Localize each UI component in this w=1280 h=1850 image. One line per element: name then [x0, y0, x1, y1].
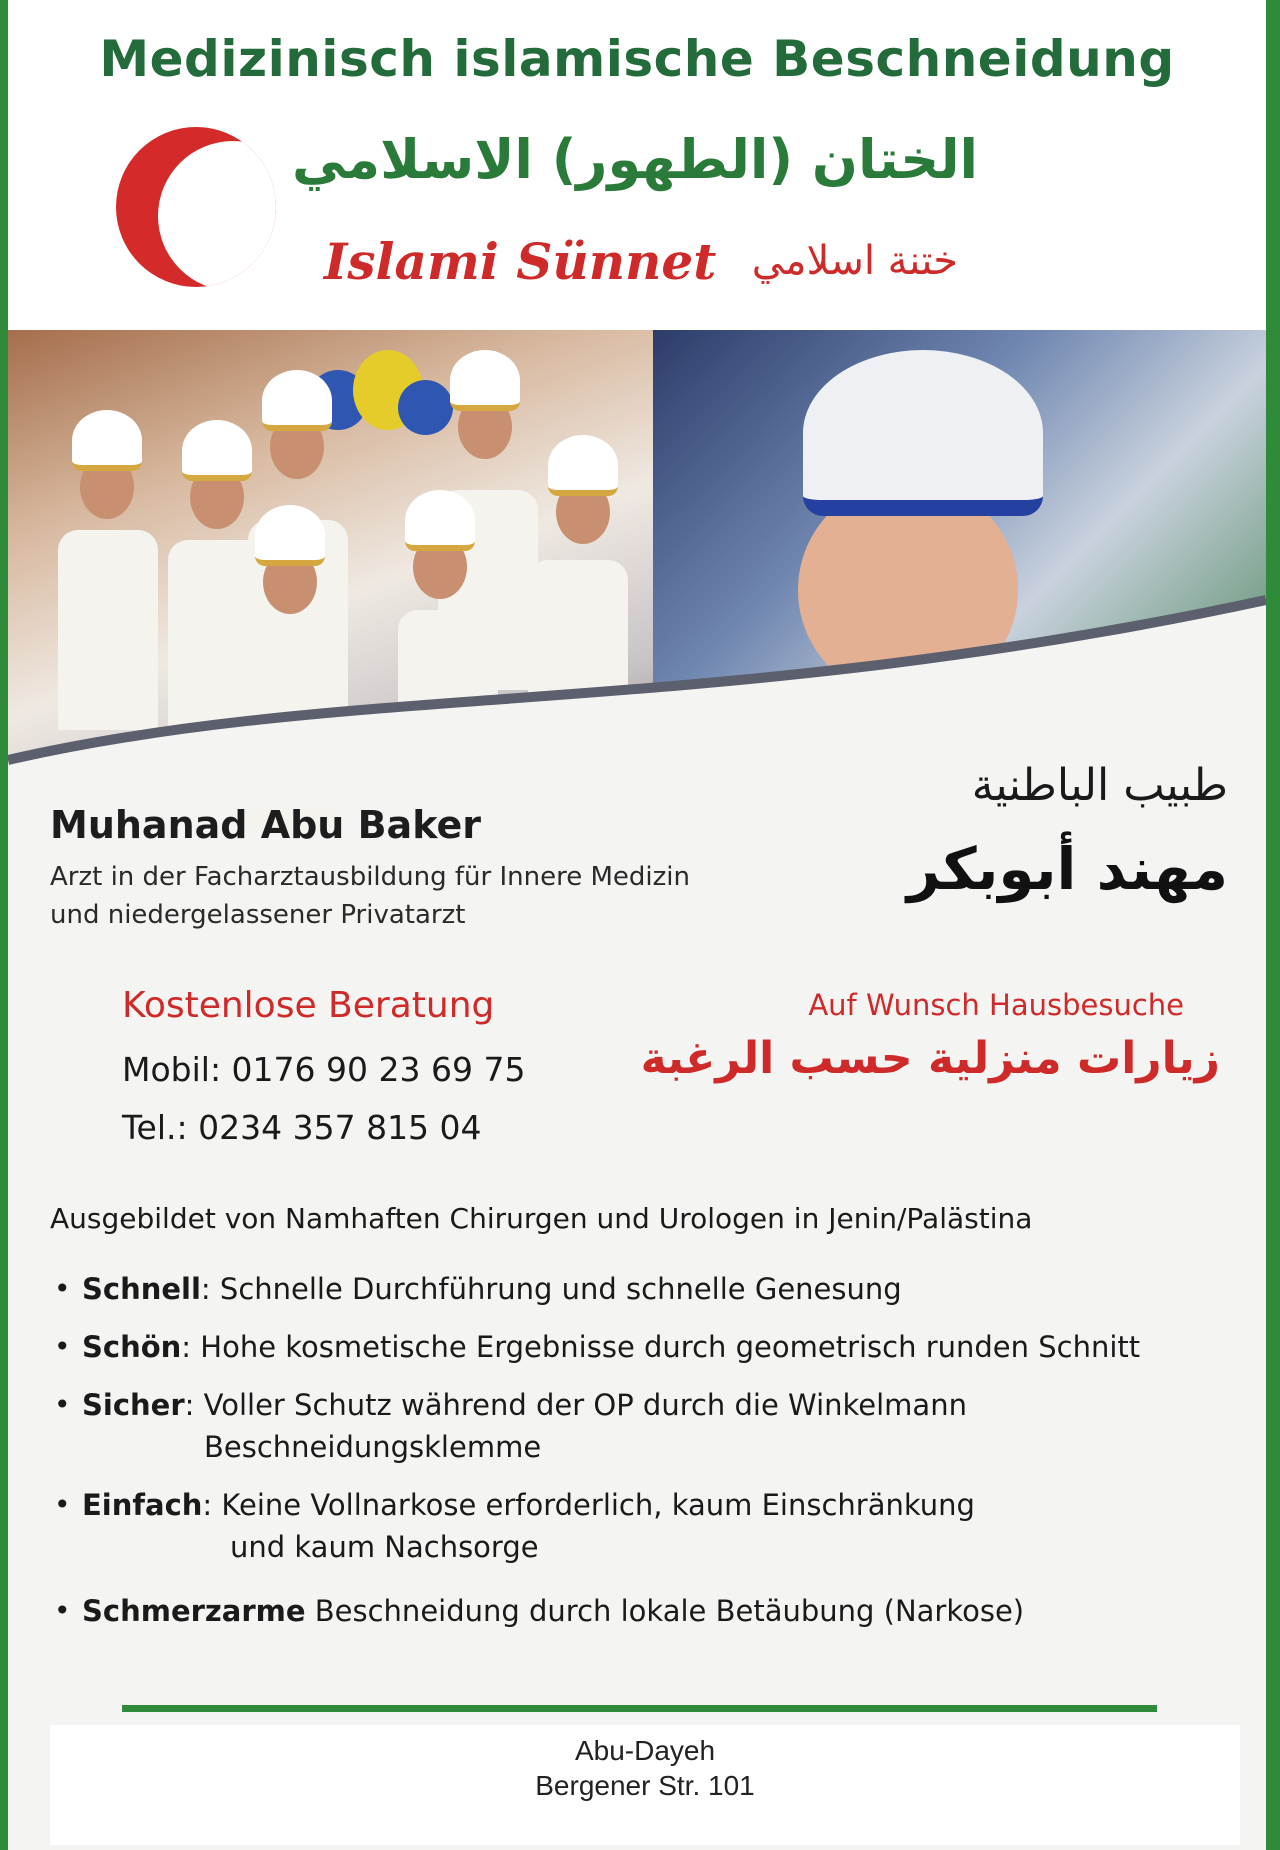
sunnet-arabic: ختنة اسلامي [751, 238, 958, 284]
benefit-keyword: Schmerzarme [82, 1594, 306, 1628]
benefit-keyword: Schnell [82, 1272, 201, 1306]
benefit-item [50, 1484, 1250, 1568]
green-divider [122, 1705, 1157, 1712]
benefit-item [50, 1590, 1250, 1632]
benefit-text: : Voller Schutz während der OP durch die Winkelmann [184, 1388, 967, 1422]
flyer-header [8, 0, 1266, 330]
benefit-text: : Keine Vollnarkose erforderlich, kaum Einschränkung [202, 1488, 975, 1522]
benefit-text: : Hohe kosmetische Ergebnisse durch geometrisch runden Schnitt [181, 1330, 1141, 1364]
arabic-doctor-name: مهند أبوبكر [906, 835, 1228, 903]
red-crescent-logo [116, 127, 276, 287]
sunnet-latin: Islami Sünnet [324, 232, 717, 291]
benefit-item [50, 1326, 1250, 1368]
address-line2: Bergener Str. 101 [535, 1770, 755, 1801]
benefit-item [50, 1384, 1250, 1468]
benefit-item [50, 1268, 1250, 1310]
mobile-number: Mobil: 0176 90 23 69 75 [122, 1050, 526, 1089]
benefit-keyword: Sicher [82, 1388, 185, 1422]
address-line1: Abu-Dayeh [574, 1735, 716, 1766]
arabic-title: الختان (الطهور) الاسلامي [292, 128, 978, 191]
doctor-description-line1: Arzt in der Facharztausbildung für Innere Medizin [50, 862, 690, 892]
right-border [1266, 0, 1280, 1850]
benefits-list [50, 1268, 1250, 1632]
sunnet-row [318, 232, 958, 302]
training-statement: Ausgebildet von Namhaften Chirurgen und Urologen in Jenin/Palästina [50, 1202, 1033, 1235]
flyer-title: Medizinisch islamische Beschneidung [99, 30, 1175, 88]
free-consultation: Kostenlose Beratung [122, 985, 495, 1026]
benefit-text: : Schnelle Durchführung und schnelle Genesung [200, 1272, 902, 1306]
arabic-speciality: طبيب الباطنية [971, 760, 1228, 811]
address-stamp [50, 1725, 1240, 1845]
telephone-number: Tel.: 0234 357 815 04 [122, 1108, 482, 1147]
doctor-description [50, 858, 690, 934]
doctor-description-line2: und niedergelassener Privatarzt [50, 900, 466, 930]
benefit-keyword: Einfach [82, 1488, 203, 1522]
left-border [0, 0, 8, 1850]
house-visits-arabic: زيارات منزلية حسب الرغبة [640, 1033, 1220, 1084]
benefit-continuation: und kaum Nachsorge [230, 1530, 539, 1564]
house-visits-german: Auf Wunsch Hausbesuche [808, 988, 1184, 1022]
doctor-name: Muhanad Abu Baker [50, 803, 481, 847]
benefit-continuation: Beschneidungsklemme [204, 1430, 542, 1464]
benefit-text: Beschneidung durch lokale Betäubung (Narkose) [305, 1594, 1025, 1628]
benefit-keyword: Schön [82, 1330, 182, 1364]
